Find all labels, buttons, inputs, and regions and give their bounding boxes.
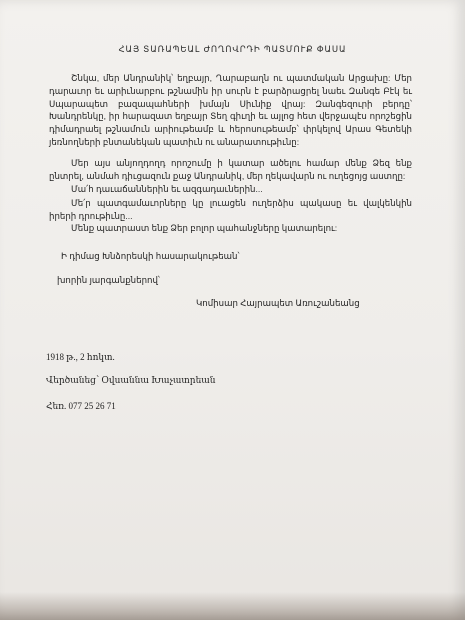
- document-title: ՀԱՅ ՏԱՌԱՊԵԱԼ ԺՈՂՈՎՐԴԻ ՊԱՏՄՈՒՔ ՓԱՍԱ: [118, 44, 347, 54]
- paragraph-death-to-traitors: Մա՛հ դաւաճաններին եւ ազգադաւներին...: [71, 184, 263, 194]
- closing-respect: խորին յարգանքներով՝: [57, 275, 160, 285]
- transcribed-by: Վերծանեց՝ Օվսաննա Խաչատրեան: [46, 375, 216, 385]
- document-date: 1918 թ., 2 հոկտ.: [46, 352, 115, 362]
- paragraph-ready: Մենք պատրաստ ենք Ձեր բոլոր պահանջները կատարելու:: [71, 223, 338, 233]
- signature: Կոմիսար Հայրապետ Առուշանեանց: [196, 298, 360, 308]
- phone-number: Հեռ. 077 25 26 71: [46, 401, 116, 411]
- paragraph-delegates: Մե՛ր պատգամաւորները կը լուացեն ուղերձիս պակասը եւ վալկենկին իրերի դրութիւնը...: [49, 198, 412, 221]
- closing-on-behalf: Ի դիմաց Խնձորեսկի հասարակութեան՝: [61, 251, 240, 261]
- paragraph-intro: Շնկա, մեր Անդրանիկ՝ եղբայր, Ղարաբաղն ու պատմական Արցախը: Մեր դարաւոր եւ արիւնարբու թշնամին իր սուրն է բարձրացրել նաեւ Զանգե Բէկ եւ Սպարապետ բազապահների խմայն Սիւնիք վրայ: Զանգեզուրի բերդը՝ Խանդրենկը, իր հարազատ եղբայր Տեղ գիւղի եւ այլոց հետ վերջապէս որոշեցին դիմադրաել թշնամուն արիութեամբ և հերոսութեամբ՝ փրկելով Արաս Գետեկի յեռնողների բնտանեկան պատիւն ու անարատութիւնը:: [49, 73, 412, 147]
- paragraph-decision: Մեր այս անյողդողդ որոշումը ի կատար ածելու համար մենք Ձեզ ենք ընտրել, անմահ դիւցազուն քաջ Անդրանիկ, մեր ղեկավարն ու ուղեցոյց աստղը:: [49, 158, 412, 181]
